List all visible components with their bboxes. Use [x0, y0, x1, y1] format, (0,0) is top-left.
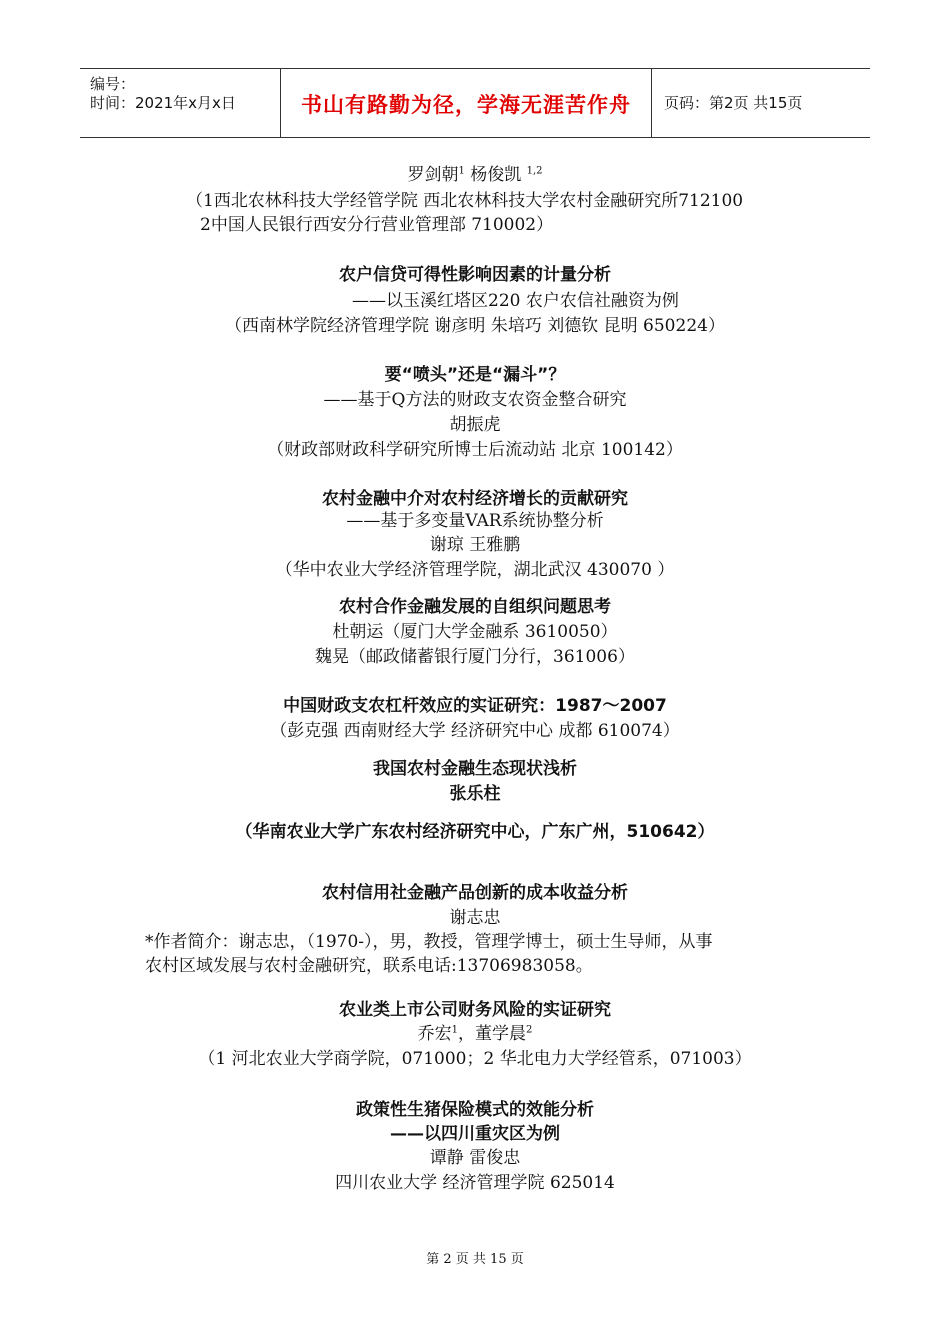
entry-8-authors: 乔宏$^1$，董学晨$^2$: [417, 1024, 533, 1044]
entry-1-subtitle: ——以玉溪红塔区220 农户农信社融资为例: [352, 291, 679, 311]
motto: 书山有路勤为径，学海无涯苦作舟: [301, 93, 631, 117]
entry-1-affil: （西南林学院经济管理学院 谢彦明 朱培巧 刘德钦 昆明 650224）: [225, 316, 725, 336]
entry-3-author: 谢琼 王雅鹏: [429, 535, 521, 555]
entry-3-subtitle: ——基于多变量VAR系统协整分析: [346, 511, 604, 531]
header-left-cell: [80, 69, 281, 137]
header-right-cell: [652, 69, 870, 137]
entry-8-title: 农业类上市公司财务风险的实证研究: [339, 1000, 611, 1020]
entry-0-authors: 罗剑朝$^1$ 杨俊凯 $^{1,2}$: [407, 165, 543, 185]
entry-2-subtitle: ——基于Q方法的财政支农资金整合研究: [323, 390, 627, 410]
entry-0-affil-2: 2中国人民银行西安分行营业管理部 710002）: [200, 215, 554, 235]
page-header: [80, 68, 870, 138]
page-footer: 第 2 页 共 15 页: [426, 1252, 524, 1267]
entry-6-affil: （华南农业大学广东农村经济研究中心，广东广州，510642）: [235, 822, 715, 842]
entry-8-affil: （1 河北农业大学商学院，071000；2 华北电力大学经管系，071003）: [198, 1049, 752, 1069]
entry-6-author: 张乐柱: [449, 784, 501, 804]
entry-3-title: 农村金融中介对农村经济增长的贡献研究: [322, 489, 628, 509]
page-info: 页码：第2页 共15页: [664, 94, 803, 112]
entry-5-title: 中国财政支农杠杆效应的实证研究：1987～2007: [283, 696, 667, 716]
entry-2-affil: （财政部财政科学研究所博士后流动站 北京 100142）: [267, 440, 683, 460]
entry-7-author: 谢志忠: [449, 908, 501, 928]
entry-7-title: 农村信用社金融产品创新的成本收益分析: [322, 883, 628, 903]
entry-1-title: 农户信贷可得性影响因素的计量分析: [339, 265, 611, 285]
date-label: 时间：2021年x月x日: [90, 94, 236, 112]
entry-2-author: 胡振虎: [449, 415, 501, 435]
entry-9-author: 谭静 雷俊忠: [429, 1148, 521, 1168]
entry-6-title: 我国农村金融生态现状浅析: [373, 759, 577, 779]
serial-label: 编号：: [90, 75, 136, 93]
entry-4-author-2: 魏晃（邮政储蓄银行厦门分行，361006）: [315, 647, 635, 667]
entry-9-title: 政策性生猪保险模式的效能分析: [356, 1100, 594, 1120]
entry-7-note-1: *作者简介：谢志忠，（1970-），男，教授，管理学博士，硕士生导师，从事: [145, 932, 713, 952]
entry-3-affil: （华中农业大学经济管理学院，湖北武汉 430070 ）: [275, 560, 675, 580]
entry-4-author-1: 杜朝运（厦门大学金融系 3610050）: [332, 622, 618, 642]
entry-9-affil: 四川农业大学 经济管理学院 625014: [335, 1173, 615, 1193]
entry-5-affil: （彭克强 西南财经大学 经济研究中心 成都 610074）: [270, 721, 680, 741]
entry-7-note-2: 农村区域发展与农村金融研究，联系电话:13706983058。: [145, 956, 593, 976]
entry-9-subtitle: ——以四川重灾区为例: [390, 1124, 560, 1144]
entry-4-title: 农村合作金融发展的自组织问题思考: [339, 597, 611, 617]
entry-0-affil-1: （1西北农林科技大学经管学院 西北农林科技大学农村金融研究所712100: [186, 191, 744, 211]
header-motto-cell: [281, 69, 652, 137]
entry-2-title: 要“喷头”还是“漏斗”？: [384, 365, 566, 385]
